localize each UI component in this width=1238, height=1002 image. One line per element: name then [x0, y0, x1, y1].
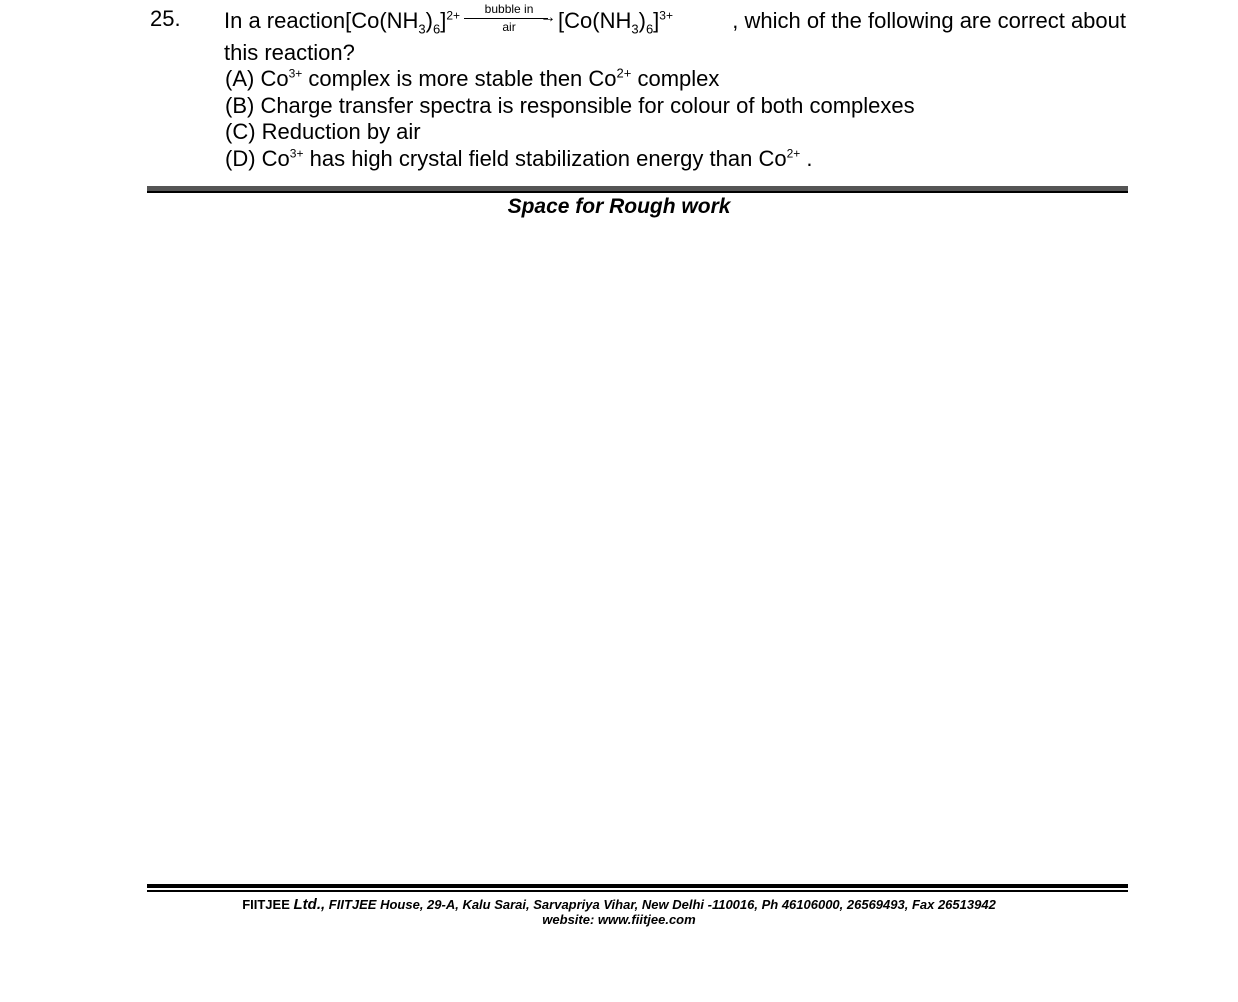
footer-website: website: www.fiitjee.com	[542, 912, 696, 927]
arrow-head-icon: →	[540, 9, 557, 26]
reaction-arrow	[462, 2, 557, 34]
rough-work-heading: Space for Rough work	[507, 195, 731, 218]
product-formula: $[Co(NH_3)_6]^{3+}$	[558, 8, 673, 37]
section-divider-thin	[147, 191, 1128, 193]
footer-address	[0, 896, 1238, 913]
option-c: (C) Reduction by air	[225, 119, 421, 144]
option-a: (A) $Co^{3+}$ complex is more stable then $Co^{2+}$ complex	[225, 65, 720, 91]
address-text: FIITJEE House, 29-A, Kalu Sarai, Sarvapriya Vihar, New Delhi -110016, Ph 46106000, 26569493, Fax 26513942	[328, 897, 996, 912]
co3-ion: $Co^{3+}$	[260, 66, 303, 91]
reactant-formula: $[Co(NH_3)_6]^{2+}$	[345, 8, 461, 37]
question-stem-line1	[224, 2, 1126, 37]
option-d: (D) $Co^{3+}$ has high crystal field stabilization energy than $Co^{2+}$ .	[225, 146, 813, 171]
arrow-condition-top: bubble in	[484, 2, 534, 16]
option-b: (B) Charge transfer spectra is responsible for colour of both complexes	[225, 93, 915, 118]
co2-ion: $Co^{2+}$	[758, 146, 801, 171]
footer-divider-thin	[147, 890, 1128, 892]
question-number: 25.	[150, 6, 181, 31]
question-intro: In a $reaction[Co(NH_3)_6]^{2+}$ bubble in → air $[Co(NH_3)_6]^{3+}$	[224, 2, 673, 37]
question-stem-line2: this reaction?	[224, 40, 355, 65]
question-intro-tail: , which of the following are correct about	[732, 8, 1126, 33]
arrow-condition-bottom: air	[502, 20, 516, 34]
brand-ltd: Ltd.,	[293, 896, 326, 913]
co3-ion: $Co^{3+}$	[261, 146, 304, 171]
footer-divider-thick	[147, 884, 1128, 888]
brand-logo: FIITJEE	[242, 897, 290, 912]
